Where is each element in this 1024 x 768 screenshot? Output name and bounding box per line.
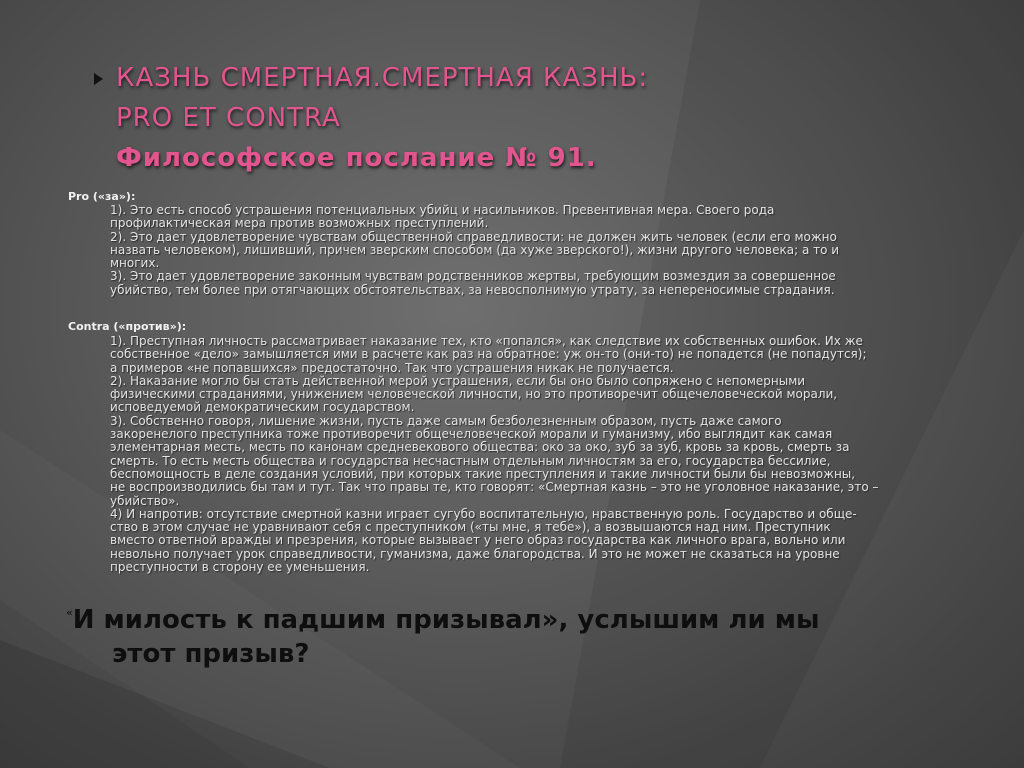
contra-heading: Contra («против»):: [68, 320, 187, 333]
pro-line: 2). Это дает удовлетворение чувствам общественной справедливости: не должен жить человек (если его можно: [110, 229, 837, 244]
contra-line: невольно получает урок справедливости, гуманизма, даже благородства. И это не может не сказаться на уровне: [110, 546, 840, 561]
contra-line: собственное «дело» замышляется ими в расчете как раз на обратное: уж он-то (они-то) не попадется (не попадутся);: [110, 347, 867, 362]
title-line-3: Философское послание № 91.: [116, 143, 597, 173]
pro-line: 3). Это дает удовлетворение законным чувствам родственников жертвы, требующим возмездия за совершенное: [110, 269, 836, 284]
pro-line: многих.: [110, 256, 160, 271]
contra-line: вместо ответной вражды и презрения, которые вызывает у него образ государства как личного врага, вольно или: [110, 533, 846, 548]
contra-line: 4) И напротив: отсутствие смертной казни играет сугубо воспитательную, нравственную роль. Государство и обще-: [110, 506, 857, 521]
contra-paragraph: [110, 335, 960, 574]
pro-line: 1). Это есть способ устрашения потенциальных убийц и насильников. Превентивная мера. Своего рода: [110, 203, 775, 217]
contra-line: элементарная месть, месть по канонам средневекового общества: око за око, зуб за зуб, кровь за кровь, смерть за: [110, 440, 850, 455]
title-line-2: PRO ET CONTRA: [116, 103, 341, 133]
triangle-bullet-icon: [94, 73, 103, 85]
pro-line: убийство, тем более при отягчающих обстоятельствах, за невосполнимую утрату, за непереносимые страдания.: [110, 282, 835, 297]
quote-line-1-text: И милость к падшим призывал», услышим ли мы: [72, 605, 820, 635]
contra-line: 1). Преступная личность рассматривает наказание тех, кто «попался», как следствие их собственных ошибок. Их же: [110, 334, 863, 348]
pro-line: назвать человеком), лишивший, причем зверским способом (да хуже зверского!), жизни другого человека; а то и: [110, 242, 840, 257]
contra-line: убийство».: [110, 493, 180, 508]
contra-line: смерть. То есть месть общества и государства несчастным отдельным личностям за его, государства бессилие,: [110, 453, 831, 468]
contra-line: 2). Наказание могло бы стать действенной мерой устрашения, если бы оно было сопряжено с непомерными: [110, 373, 806, 388]
contra-line: физическими страданиями, унижением человеческой личности, но это противоречит общечеловеческой морали,: [110, 387, 838, 402]
slide-title: [116, 58, 648, 178]
closing-quote: [66, 596, 820, 671]
pro-paragraph: [110, 204, 960, 297]
contra-line: а примеров «не попавшихся» предостаточно. Так что устрашения никак не получается.: [110, 360, 674, 375]
contra-line: 3). Собственно говоря, лишение жизни, пусть даже самым безболезненным образом, пусть даже самого: [110, 413, 782, 428]
contra-line: ство в этом случае не уравнивают себя с преступником («ты мне, я тебе»), а возвышаются над ним. Преступник: [110, 520, 831, 535]
contra-line: исповедуемой демократическим государством.: [110, 400, 415, 415]
contra-line: беспомощность в деле создания условий, при которых такие преступления и такие личности были бы невозможны,: [110, 466, 856, 481]
contra-line: не воспроизводились бы там и тут. Так что правы те, кто говорят: «Смертная казнь – это не уголовное наказание, это –: [110, 480, 879, 495]
pro-heading: Pro («за»):: [68, 190, 136, 203]
quote-open-mark: «: [66, 606, 73, 619]
title-line-1: КАЗНЬ СМЕРТНАЯ.СМЕРТНАЯ КАЗНЬ:: [116, 63, 649, 93]
pro-line: профилактическая мера против возможных преступлений.: [110, 216, 489, 231]
quote-line-2: этот призыв?: [112, 639, 310, 669]
quote-line-1: [66, 596, 820, 637]
contra-line: закоренелого преступника тоже противоречит общечеловеческой морали и гуманизму, ибо выглядит как самая: [110, 427, 833, 442]
contra-line: преступности в сторону ее уменьшения.: [110, 560, 370, 575]
